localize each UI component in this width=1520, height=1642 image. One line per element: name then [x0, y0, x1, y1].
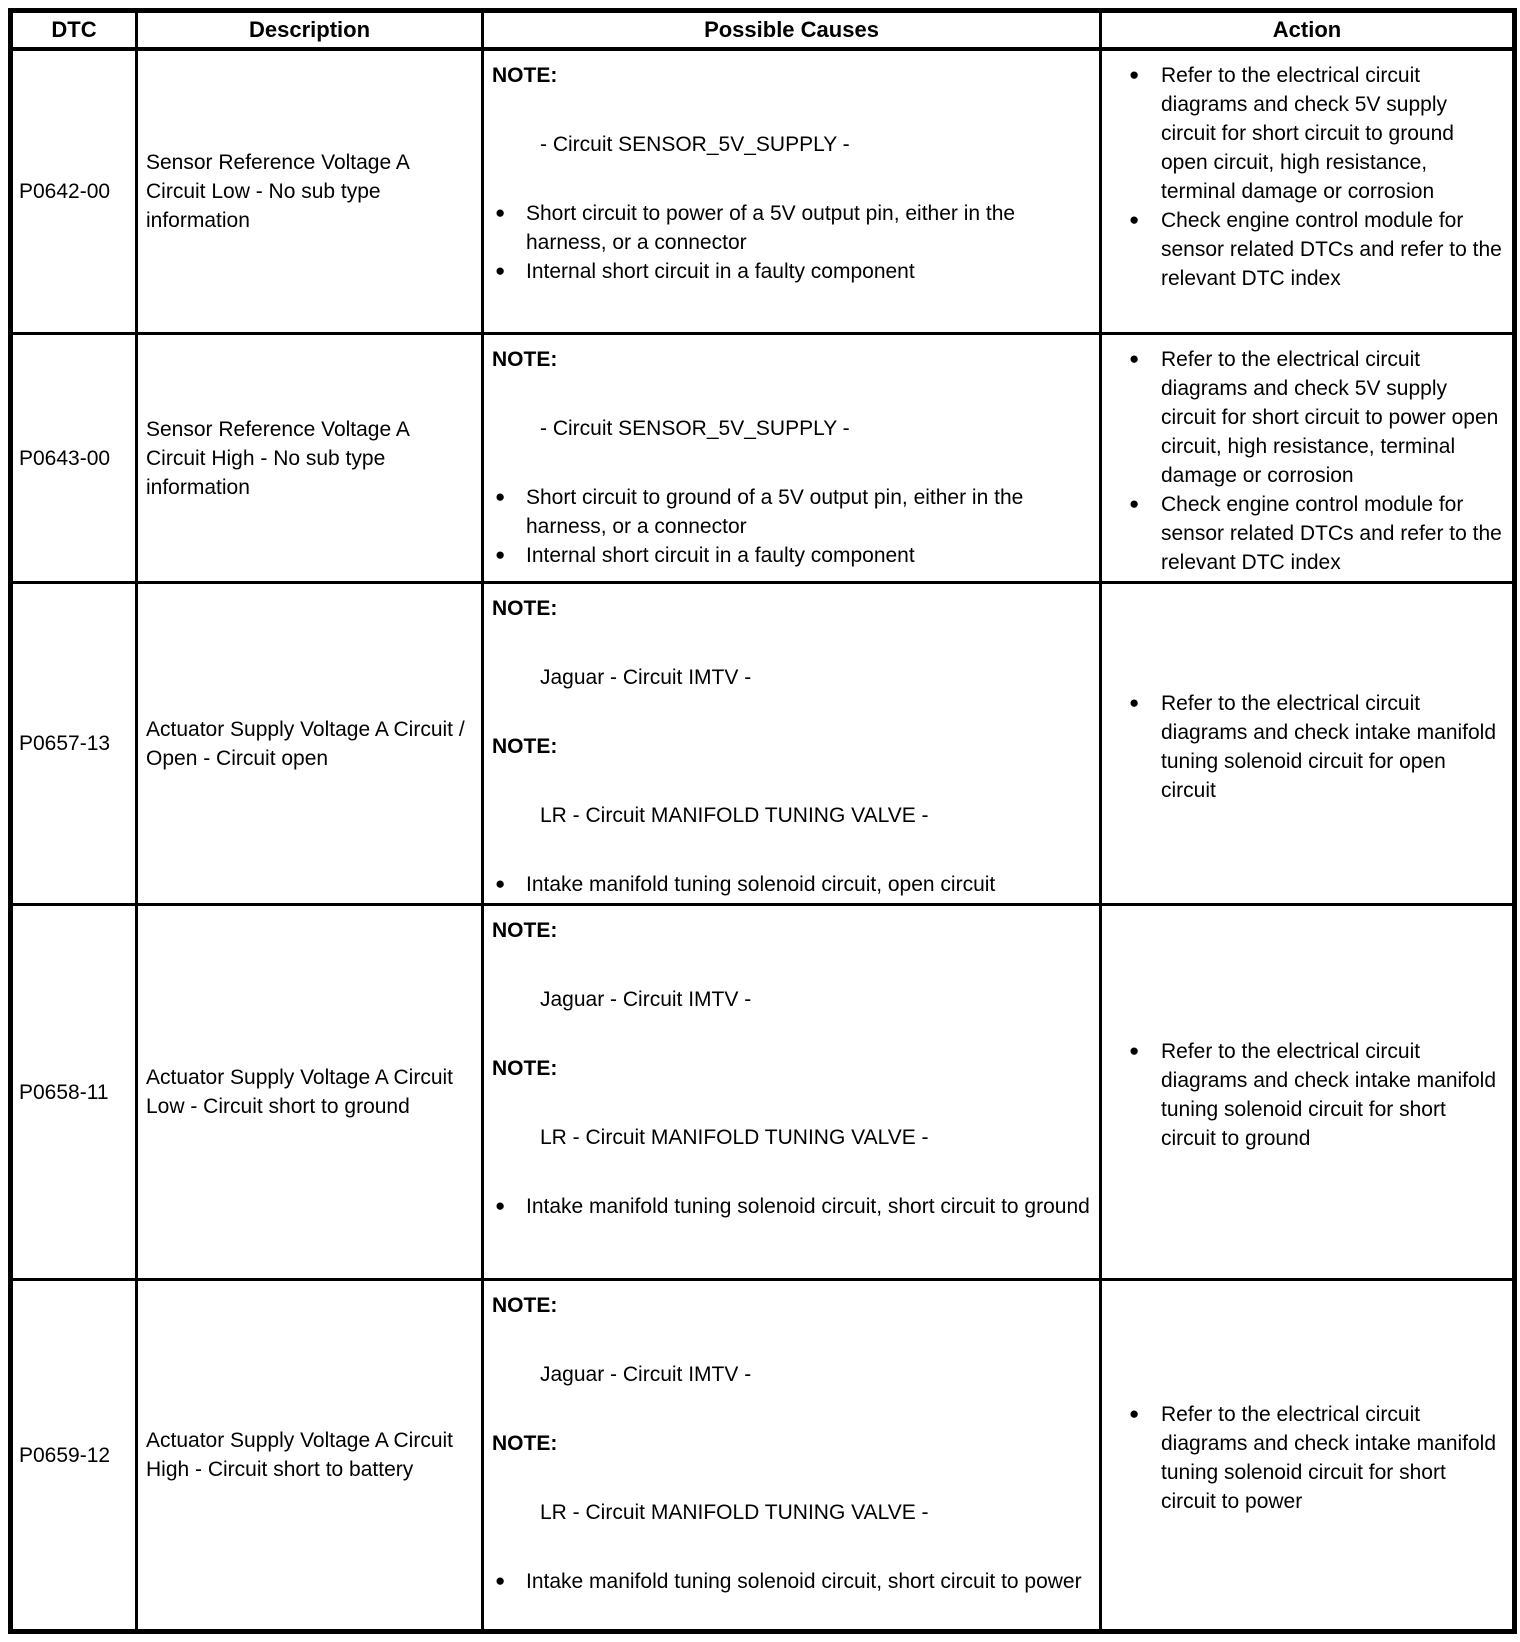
- dtc-cell: P0658-11: [11, 905, 137, 1280]
- action-bullet-item: ● Refer to the electrical circuit diagrams and check intake manifold tuning solenoid circuit for open circuit: [1129, 689, 1506, 805]
- table-row: [11, 49, 1515, 334]
- note-label: NOTE:: [492, 597, 558, 620]
- note-label: NOTE:: [492, 1432, 558, 1455]
- dtc-table-header: [11, 11, 1515, 49]
- description-cell: Actuator Supply Voltage A Circuit Low - Circuit short to ground: [137, 905, 483, 1280]
- causes-bullet-item: ● Short circuit to power of a 5V output pin, either in the harness, or a connector: [492, 199, 1093, 257]
- col-header-description: Description: [137, 11, 483, 49]
- causes-bullet-list: [492, 483, 1093, 570]
- table-row: [11, 334, 1515, 583]
- action-cell: [1101, 583, 1515, 905]
- note-circuit-detail: Jaguar - Circuit IMTV -: [540, 988, 752, 1011]
- action-bullet-item: ● Refer to the electrical circuit diagrams and check intake manifold tuning solenoid circuit for short circuit to power: [1129, 1400, 1506, 1516]
- dtc-cell: P0659-12: [11, 1280, 137, 1632]
- action-bullet-list: [1108, 61, 1506, 293]
- note-label: NOTE:: [492, 1294, 558, 1317]
- action-cell: [1101, 49, 1515, 334]
- causes-bullet-list: [492, 199, 1093, 286]
- note-circuit-detail: Jaguar - Circuit IMTV -: [540, 666, 752, 689]
- dtc-cell: P0657-13: [11, 583, 137, 905]
- possible-causes-cell: [483, 583, 1101, 905]
- causes-bullet-item: ● Internal short circuit in a faulty component: [492, 541, 1093, 570]
- action-bullet-list: [1108, 689, 1506, 805]
- dtc-cell: P0642-00: [11, 49, 137, 334]
- causes-bullet-item: ● Short circuit to ground of a 5V output pin, either in the harness, or a connector: [492, 483, 1093, 541]
- note-circuit-detail: LR - Circuit MANIFOLD TUNING VALVE -: [540, 1126, 929, 1149]
- dtc-table: [8, 8, 1517, 1634]
- possible-causes-cell: [483, 334, 1101, 583]
- causes-bullet-list: [492, 1192, 1093, 1221]
- possible-causes-cell: [483, 1280, 1101, 1632]
- action-cell: [1101, 905, 1515, 1280]
- note-circuit-detail: Jaguar - Circuit IMTV -: [540, 1363, 752, 1386]
- col-header-dtc: DTC: [11, 11, 137, 49]
- possible-causes-cell: [483, 905, 1101, 1280]
- description-cell: Sensor Reference Voltage A Circuit High - No sub type information: [137, 334, 483, 583]
- note-label: NOTE:: [492, 919, 558, 942]
- action-bullet-item: ● Check engine control module for sensor related DTCs and refer to the relevant DTC index: [1129, 206, 1506, 293]
- note-label: NOTE:: [492, 735, 558, 758]
- action-bullet-list: [1108, 345, 1506, 577]
- note-circuit-detail: LR - Circuit MANIFOLD TUNING VALVE -: [540, 1501, 929, 1524]
- dtc-table-body: [11, 49, 1515, 1632]
- col-header-possible-causes: Possible Causes: [483, 11, 1101, 49]
- causes-bullet-item: ● Internal short circuit in a faulty component: [492, 257, 1093, 286]
- description-cell: Actuator Supply Voltage A Circuit / Open - Circuit open: [137, 583, 483, 905]
- description-cell: Sensor Reference Voltage A Circuit Low - No sub type information: [137, 49, 483, 334]
- action-cell: [1101, 1280, 1515, 1632]
- causes-bullet-item: ● Intake manifold tuning solenoid circuit, short circuit to power: [492, 1567, 1093, 1596]
- possible-causes-cell: [483, 49, 1101, 334]
- table-row: [11, 1280, 1515, 1632]
- causes-bullet-item: ● Intake manifold tuning solenoid circuit, short circuit to ground: [492, 1192, 1093, 1221]
- action-bullet-list: [1108, 1037, 1506, 1153]
- causes-bullet-list: [492, 1567, 1093, 1596]
- action-bullet-item: ● Check engine control module for sensor related DTCs and refer to the relevant DTC index: [1129, 490, 1506, 577]
- action-bullet-item: ● Refer to the electrical circuit diagrams and check 5V supply circuit for short circuit to ground open circuit, high resistance, terminal damage or corrosion: [1129, 61, 1506, 206]
- causes-bullet-list: [492, 870, 1093, 899]
- description-cell: Actuator Supply Voltage A Circuit High - Circuit short to battery: [137, 1280, 483, 1632]
- action-cell: [1101, 334, 1515, 583]
- note-label: NOTE:: [492, 63, 558, 87]
- action-bullet-list: [1108, 1400, 1506, 1516]
- action-bullet-item: ● Refer to the electrical circuit diagrams and check intake manifold tuning solenoid circuit for short circuit to ground: [1129, 1037, 1506, 1153]
- causes-bullet-item: ● Intake manifold tuning solenoid circuit, open circuit: [492, 870, 1093, 899]
- note-circuit-detail: LR - Circuit MANIFOLD TUNING VALVE -: [540, 804, 929, 827]
- note-label: NOTE:: [492, 1057, 558, 1080]
- action-bullet-item: ● Refer to the electrical circuit diagrams and check 5V supply circuit for short circuit to power open circuit, high resistance, terminal damage or corrosion: [1129, 345, 1506, 490]
- table-row: [11, 905, 1515, 1280]
- note-circuit-detail: - Circuit SENSOR_5V_SUPPLY -: [540, 417, 850, 440]
- col-header-action: Action: [1101, 11, 1515, 49]
- note-label: NOTE:: [492, 348, 558, 371]
- header-row: [11, 11, 1515, 49]
- note-circuit-detail: - Circuit SENSOR_5V_SUPPLY -: [540, 132, 850, 156]
- dtc-cell: P0643-00: [11, 334, 137, 583]
- table-row: [11, 583, 1515, 905]
